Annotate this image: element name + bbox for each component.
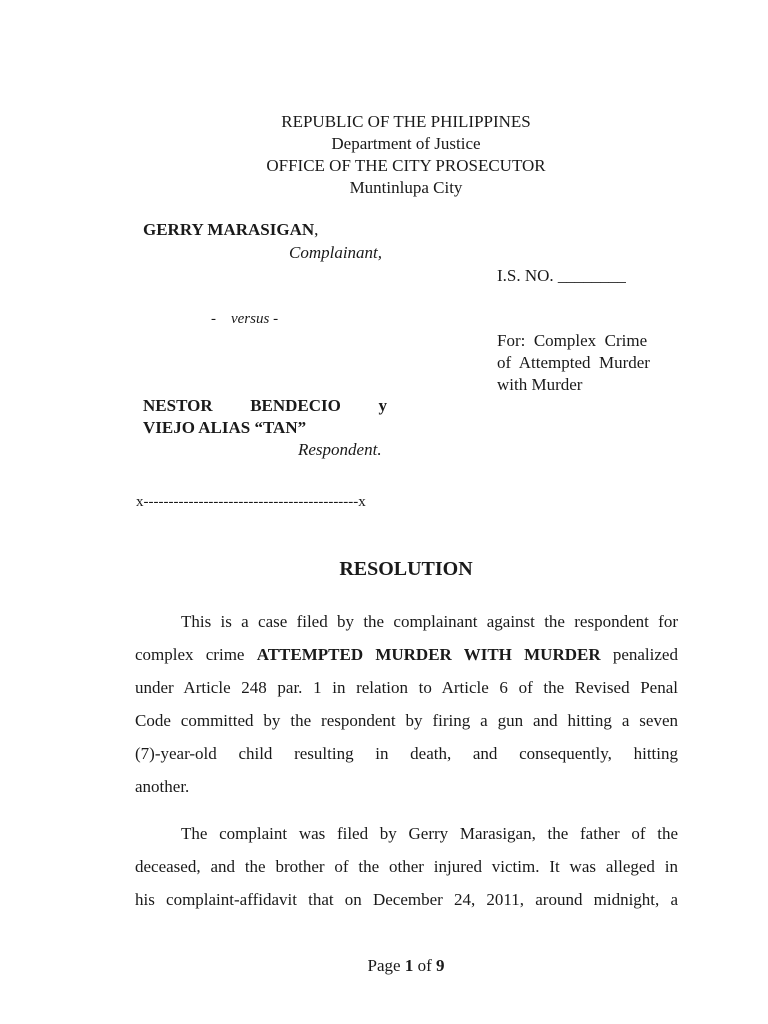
paragraph-1-line-3: under Article 248 par. 1 in relation to Article 6 of the Revised Penal xyxy=(135,678,678,697)
header-city: Muntinlupa City xyxy=(349,178,463,197)
caption-separator: x-------------------------------------------x xyxy=(136,494,366,510)
paragraph-1-line-1: This is a case filed by the complainant against the respondent for xyxy=(181,612,678,631)
offense-line-1: For: Complex Crime xyxy=(497,331,648,350)
paragraph-2 xyxy=(135,817,678,916)
page-word: Page xyxy=(367,956,405,975)
offense-line-3: with Murder xyxy=(497,375,583,394)
is-number: I.S. NO. ________ xyxy=(497,266,626,285)
offense-name-bold: ATTEMPTED MURDER WITH MURDER xyxy=(256,645,601,664)
offense-line-2: of Attempted Murder xyxy=(497,353,650,372)
versus-label: - versus - xyxy=(211,311,279,327)
page-number xyxy=(0,956,768,976)
complainant-name: GERRY MARASIGAN xyxy=(143,220,315,239)
header-office: OFFICE OF THE CITY PROSECUTOR xyxy=(266,156,546,175)
respondent-role: Respondent. xyxy=(298,440,382,459)
complainant-comma: , xyxy=(314,220,319,239)
paragraph-2-line-3: his complaint-affidavit that on December 24, 2011, around midnight, a xyxy=(135,890,678,909)
of-word: of xyxy=(413,956,436,975)
header-department: Department of Justice xyxy=(331,134,481,153)
respondent-first-name: NESTOR xyxy=(143,396,213,415)
paragraph-1 xyxy=(135,605,678,803)
offense-block xyxy=(497,330,671,396)
paragraph-1-line-2-end: penalized xyxy=(600,645,678,664)
document-title: RESOLUTION xyxy=(339,558,473,580)
header-republic: REPUBLIC OF THE PHILIPPINES xyxy=(281,112,531,131)
current-page: 1 xyxy=(404,956,414,975)
respondent-name-line-1 xyxy=(143,396,387,416)
paragraph-1-line-2-start: complex crime xyxy=(135,645,257,664)
paragraph-1-line-5: (7)-year-old child resulting in death, and consequently, hitting xyxy=(135,744,678,763)
paragraph-1-line-2 xyxy=(135,638,678,671)
total-pages: 9 xyxy=(435,956,445,975)
document-header xyxy=(0,111,768,199)
respondent-name-line-2: VIEJO ALIAS “TAN” xyxy=(143,418,307,437)
paragraph-2-line-1: The complaint was filed by Gerry Marasigan, the father of the xyxy=(181,824,678,843)
complainant-role: Complainant, xyxy=(289,243,383,262)
respondent-surname: BENDECIO xyxy=(250,396,341,415)
paragraph-1-line-4: Code committed by the respondent by firing a gun and hitting a seven xyxy=(135,711,678,730)
paragraph-2-line-2: deceased, and the brother of the other injured victim. It was alleged in xyxy=(135,857,678,876)
complainant-name-line xyxy=(143,220,318,240)
paragraph-1-line-6: another. xyxy=(135,777,190,796)
respondent-connector: y xyxy=(378,396,387,415)
